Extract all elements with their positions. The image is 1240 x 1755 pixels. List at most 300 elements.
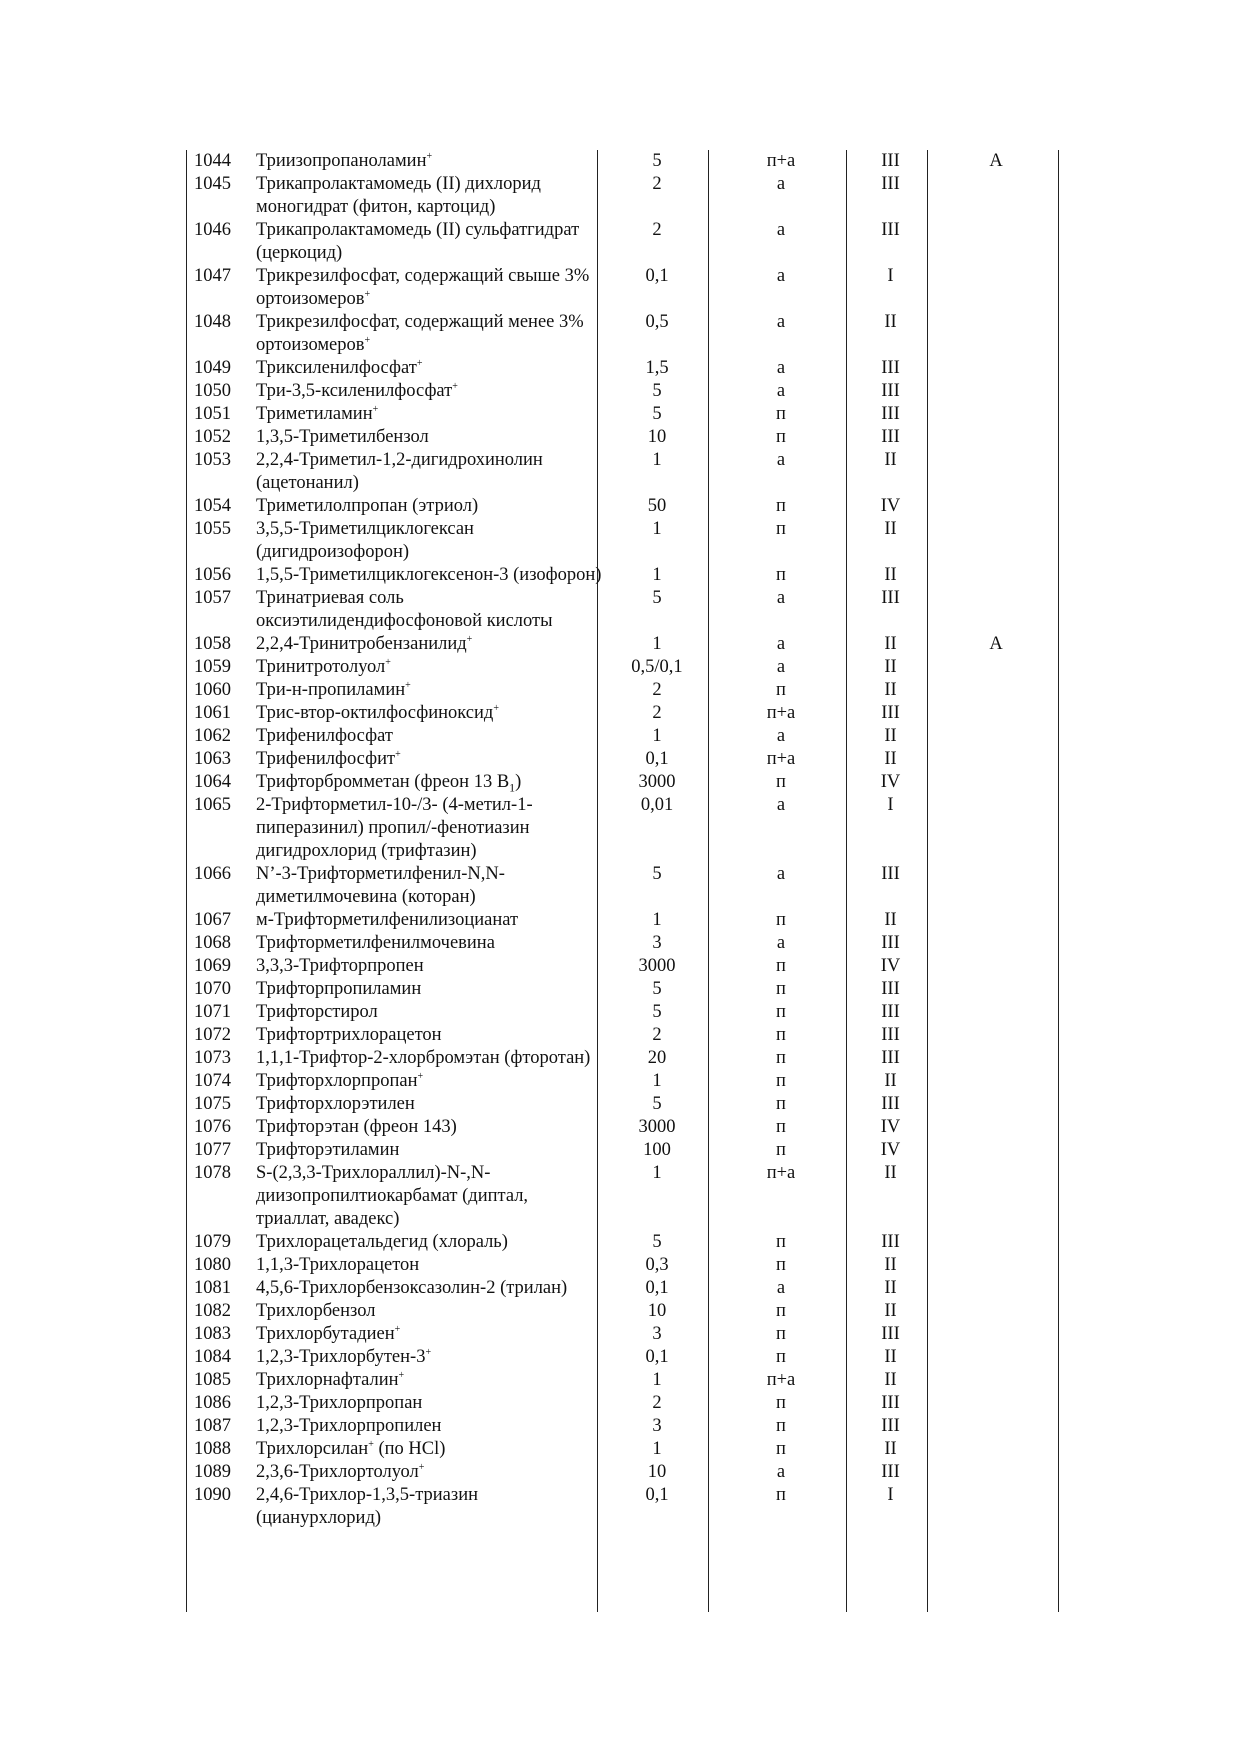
table-row (186, 748, 1061, 771)
table-row (186, 1277, 1061, 1300)
table-row (186, 380, 1061, 403)
aggregate-state: п (776, 1393, 786, 1413)
pdk-value: 0,1 (645, 749, 669, 769)
aggregate-state: п (776, 1324, 786, 1344)
substance-name (256, 978, 602, 1001)
substance-name-text: Трис-втор-октилфосфиноксид (256, 703, 494, 723)
table-row (186, 173, 1061, 219)
substance-name (256, 1300, 602, 1323)
aggregate-state: п (776, 427, 786, 447)
table-row (186, 495, 1061, 518)
pdk-value: 1 (652, 450, 662, 470)
pdk-value: 5 (652, 588, 662, 608)
note-mark (931, 1024, 1061, 1047)
row-number: 1089 (194, 1462, 231, 1482)
hazard-class: II (884, 1255, 897, 1275)
substance-name (256, 1047, 602, 1070)
substance-name (256, 794, 602, 863)
substance-name-text: Трифенилфосфит (256, 749, 396, 769)
substance-name (256, 1001, 602, 1024)
substance-name-text: Три-н-пропиламин (256, 680, 406, 700)
aggregate-state: п (776, 1347, 786, 1367)
table-row (186, 1300, 1061, 1323)
pdk-value: 10 (647, 1462, 667, 1482)
aggregate-state: а (776, 588, 786, 608)
substance-name (256, 909, 602, 932)
subscript: 1 (509, 780, 516, 795)
substance-name (256, 771, 602, 794)
substance-name-text: 4,5,6-Трихлорбензоксазолин-2 (трилан) (256, 1278, 568, 1298)
substance-name-text: 2,3,6-Трихлортолуол (256, 1462, 419, 1482)
table-row (186, 1392, 1061, 1415)
superscript-mark: + (452, 380, 458, 392)
substance-name (256, 748, 602, 771)
pdk-value: 5 (652, 864, 662, 884)
substance-name-tail: (по HCl) (373, 1439, 446, 1459)
aggregate-state: п (776, 1301, 786, 1321)
superscript-mark: + (405, 679, 411, 691)
substance-name-text: Трихлорсилан (256, 1439, 369, 1459)
aggregate-state: а (776, 1278, 786, 1298)
hazard-class: III (881, 1324, 900, 1344)
note-mark (931, 1438, 1061, 1461)
row-number: 1069 (194, 956, 231, 976)
row-number: 1081 (194, 1278, 231, 1298)
hazard-class: II (884, 312, 897, 332)
aggregate-state: а (776, 864, 786, 884)
substance-name (256, 380, 602, 403)
aggregate-state: п (776, 680, 786, 700)
hazard-class: III (881, 358, 900, 378)
hazard-class: II (884, 726, 897, 746)
aggregate-state: а (776, 381, 786, 401)
substance-name-text: Трифтортрихлорацетон (256, 1025, 442, 1045)
substance-name-text: Трикапролактамомедь (II) сульфатгидрат (церкоцид) (256, 220, 580, 263)
substance-name (256, 1369, 602, 1392)
row-number: 1063 (194, 749, 231, 769)
aggregate-state: а (776, 312, 786, 332)
substance-name (256, 587, 602, 633)
hazard-class: III (881, 151, 900, 171)
pdk-value: 0,1 (645, 1347, 669, 1367)
aggregate-state: п (776, 496, 786, 516)
substance-name (256, 1438, 602, 1461)
hazard-class: III (881, 220, 900, 240)
superscript-mark: + (425, 1346, 432, 1358)
table-row (186, 357, 1061, 380)
pdk-value: 1 (652, 565, 662, 585)
pdk-value: 1 (652, 1163, 662, 1183)
aggregate-state: п+а (766, 1370, 796, 1390)
hazard-class: IV (880, 956, 901, 976)
aggregate-state: а (776, 795, 786, 815)
row-number: 1061 (194, 703, 231, 723)
table-row (186, 656, 1061, 679)
note-mark (931, 1346, 1061, 1369)
note-mark (931, 955, 1061, 978)
table-row (186, 564, 1061, 587)
pdk-value: 0,1 (645, 1485, 669, 1505)
hazard-class: II (884, 1071, 897, 1091)
substance-name (256, 1093, 602, 1116)
row-number: 1051 (194, 404, 231, 424)
substance-name (256, 426, 602, 449)
row-number: 1083 (194, 1324, 231, 1344)
row-number: 1075 (194, 1094, 231, 1114)
pdk-value: 1,5 (645, 358, 669, 378)
aggregate-state: а (776, 634, 786, 654)
aggregate-state: п (776, 1025, 786, 1045)
note-mark (931, 771, 1061, 794)
pdk-value: 0,1 (645, 266, 669, 286)
hazard-class: II (884, 749, 897, 769)
note-mark (931, 1070, 1061, 1093)
note-mark (931, 748, 1061, 771)
pdk-value: 0,3 (645, 1255, 669, 1275)
substance-name (256, 1323, 602, 1346)
hazard-class: III (881, 1232, 900, 1252)
aggregate-state: п (776, 1094, 786, 1114)
pdk-value: 2 (652, 1025, 662, 1045)
table-row (186, 771, 1061, 794)
table-row (186, 403, 1061, 426)
substance-name-text: Триметиламин (256, 404, 373, 424)
pdk-value: 5 (652, 1002, 662, 1022)
table-row (186, 794, 1061, 863)
table-row (186, 863, 1061, 909)
note-mark (931, 403, 1061, 426)
table-row (186, 426, 1061, 449)
pdk-value: 0,01 (640, 795, 674, 815)
substance-name-text: Трихлорнафталин (256, 1370, 399, 1390)
note-mark (931, 1093, 1061, 1116)
table-row (186, 1001, 1061, 1024)
aggregate-state: п (776, 910, 786, 930)
table-row (186, 1047, 1061, 1070)
note-mark (931, 978, 1061, 1001)
table-row (186, 1323, 1061, 1346)
note-mark (931, 1254, 1061, 1277)
pdk-value: 1 (652, 519, 662, 539)
pdk-value: 2 (652, 174, 662, 194)
substance-name (256, 150, 602, 173)
table-row (186, 1415, 1061, 1438)
table-row (186, 702, 1061, 725)
pdk-value: 1 (652, 1370, 662, 1390)
hazard-class: III (881, 588, 900, 608)
aggregate-state: а (776, 266, 786, 286)
row-number: 1045 (194, 174, 231, 194)
hazard-class: III (881, 864, 900, 884)
substance-name (256, 656, 602, 679)
row-number: 1071 (194, 1002, 231, 1022)
row-number: 1084 (194, 1347, 231, 1367)
table-row (186, 1070, 1061, 1093)
note-mark (931, 1300, 1061, 1323)
substance-name-text: Триксиленилфосфат (256, 358, 417, 378)
pdk-value: 5 (652, 1094, 662, 1114)
hazard-class: IV (880, 1140, 901, 1160)
substance-name (256, 863, 602, 909)
substance-name-text: Триметилолпропан (этриол) (256, 496, 479, 516)
table-row (186, 150, 1061, 173)
row-number: 1088 (194, 1439, 231, 1459)
row-number: 1059 (194, 657, 231, 677)
note-mark (931, 426, 1061, 449)
note-mark (931, 495, 1061, 518)
pdk-value: 1 (652, 910, 662, 930)
superscript-mark: + (368, 1438, 374, 1450)
table-row (186, 1484, 1061, 1530)
row-number: 1060 (194, 680, 231, 700)
aggregate-state: а (776, 933, 786, 953)
hazard-class: II (884, 450, 897, 470)
pdk-value: 20 (647, 1048, 667, 1068)
substance-name-text: Трифторхлорэтилен (256, 1094, 415, 1114)
note-mark (931, 1231, 1061, 1254)
row-number: 1049 (194, 358, 231, 378)
pdk-value: 3 (652, 933, 662, 953)
row-number: 1085 (194, 1370, 231, 1390)
row-number: 1058 (194, 634, 231, 654)
table-row (186, 311, 1061, 357)
table-row (186, 978, 1061, 1001)
row-number: 1090 (194, 1485, 231, 1505)
substance-name-text: 1,1,1-Трифтор-2-хлорбромэтан (фторотан) (256, 1048, 591, 1068)
substance-name (256, 403, 602, 426)
note-mark (931, 518, 1061, 564)
row-number: 1078 (194, 1163, 231, 1183)
substance-name-text: 1,3,5-Триметилбензол (256, 427, 429, 447)
pdk-value: 1 (652, 1071, 662, 1091)
hazard-class: II (884, 565, 897, 585)
hazard-class: IV (880, 1117, 901, 1137)
substance-name-text: м-Трифторметилфенилизоцианат (256, 910, 519, 930)
hazard-class: II (884, 1301, 897, 1321)
superscript-mark: + (493, 702, 499, 714)
note-mark (931, 1415, 1061, 1438)
hazard-class: III (881, 1094, 900, 1114)
note-mark (931, 1001, 1061, 1024)
substances-table (186, 150, 1061, 1530)
row-number: 1074 (194, 1071, 231, 1091)
table-row (186, 1461, 1061, 1484)
superscript-mark: + (394, 1323, 401, 1335)
aggregate-state: а (776, 174, 786, 194)
pdk-value: 3 (652, 1416, 662, 1436)
aggregate-state: п (776, 979, 786, 999)
substance-name (256, 1346, 602, 1369)
row-number: 1070 (194, 979, 231, 999)
substance-name-text: Трифторэтиламин (256, 1140, 400, 1160)
note-mark (931, 173, 1061, 219)
substance-name-text: Трикапролактамомедь (II) дихлорид моногидрат (фитон, картоцид) (256, 174, 541, 217)
table-row (186, 518, 1061, 564)
row-number: 1065 (194, 795, 231, 815)
hazard-class: III (881, 703, 900, 723)
aggregate-state: а (776, 358, 786, 378)
row-number: 1054 (194, 496, 231, 516)
row-number: 1066 (194, 864, 231, 884)
aggregate-state: а (776, 220, 786, 240)
substance-name-text: N’-3-Трифторметилфенил-N,N-диметилмочевина (которан) (256, 864, 505, 907)
hazard-class: III (881, 381, 900, 401)
row-number: 1047 (194, 266, 231, 286)
substance-name-text: Трикрезилфосфат, содержащий менее 3% ортоизомеров (256, 312, 584, 355)
superscript-mark: + (398, 1369, 405, 1381)
table-row (186, 1254, 1061, 1277)
hazard-class: III (881, 1025, 900, 1045)
hazard-class: II (884, 657, 897, 677)
substance-name-text: Трихлорацетальдегид (хлораль) (256, 1232, 508, 1252)
substance-name (256, 702, 602, 725)
aggregate-state: п (776, 1002, 786, 1022)
hazard-class: III (881, 1462, 900, 1482)
substance-name (256, 1277, 602, 1300)
aggregate-state: п (776, 1117, 786, 1137)
aggregate-state: п (776, 1140, 786, 1160)
hazard-class: I (887, 266, 894, 286)
substance-name-text: 1,2,3-Трихлорбутен-3 (256, 1347, 426, 1367)
table-row (186, 909, 1061, 932)
superscript-mark: + (418, 1461, 425, 1473)
aggregate-state: п+а (766, 703, 796, 723)
aggregate-state: п (776, 1048, 786, 1068)
row-number: 1044 (194, 151, 231, 171)
superscript-mark: + (466, 633, 473, 645)
row-number: 1067 (194, 910, 231, 930)
substance-name (256, 1392, 602, 1415)
pdk-value: 1 (652, 726, 662, 746)
row-number: 1053 (194, 450, 231, 470)
note-mark (931, 357, 1061, 380)
row-number: 1055 (194, 519, 231, 539)
aggregate-state: п (776, 1416, 786, 1436)
row-number: 1079 (194, 1232, 231, 1252)
superscript-mark: + (395, 748, 401, 760)
pdk-value: 5 (652, 1232, 662, 1252)
row-number: 1056 (194, 565, 231, 585)
row-number: 1076 (194, 1117, 231, 1137)
substance-name-text: 2,2,4-Триметил-1,2-дигидрохинолин (ацетонанил) (256, 450, 543, 493)
note-mark (931, 1323, 1061, 1346)
note-mark: А (989, 151, 1003, 171)
substance-name-text: Трифторэтан (фреон 143) (256, 1117, 457, 1137)
substance-name-text: Триизопропаноламин (256, 151, 427, 171)
row-number: 1048 (194, 312, 231, 332)
note-mark (931, 265, 1061, 311)
substance-name-text: 1,2,3-Трихлорпропан (256, 1393, 423, 1413)
substance-name-text: Трифторбромметан (фреон 13 В (256, 772, 510, 792)
substance-name-tail: ) (515, 772, 522, 792)
substance-name (256, 1254, 602, 1277)
pdk-value: 1 (652, 1439, 662, 1459)
hazard-class: II (884, 1347, 897, 1367)
pdk-value: 3000 (638, 956, 676, 976)
pdk-value: 1 (652, 634, 662, 654)
aggregate-state: п (776, 772, 786, 792)
aggregate-state: п (776, 1439, 786, 1459)
substance-name (256, 449, 602, 495)
row-number: 1064 (194, 772, 231, 792)
substance-name-text: Тринитротолуол (256, 657, 386, 677)
note-mark (931, 794, 1061, 863)
substance-name (256, 1162, 602, 1231)
pdk-value: 10 (647, 1301, 667, 1321)
row-number: 1086 (194, 1393, 231, 1413)
pdk-value: 5 (652, 381, 662, 401)
substance-name (256, 1024, 602, 1047)
substances-table-sheet (186, 150, 1061, 1612)
aggregate-state: п (776, 519, 786, 539)
substance-name (256, 955, 602, 978)
note-mark (931, 587, 1061, 633)
note-mark (931, 380, 1061, 403)
note-mark (931, 311, 1061, 357)
aggregate-state: п+а (766, 151, 796, 171)
substance-name (256, 495, 602, 518)
table-row (186, 932, 1061, 955)
note-mark (931, 656, 1061, 679)
superscript-mark: + (417, 1070, 424, 1082)
note-mark (931, 863, 1061, 909)
row-number: 1052 (194, 427, 231, 447)
note-mark (931, 702, 1061, 725)
substance-name-text: Трифенилфосфат (256, 726, 393, 746)
table-row (186, 633, 1061, 656)
hazard-class: III (881, 933, 900, 953)
superscript-mark: + (364, 288, 371, 300)
aggregate-state: п (776, 404, 786, 424)
substance-name-text: Трихлорбутадиен (256, 1324, 395, 1344)
table-row (186, 1438, 1061, 1461)
table-body (186, 150, 1061, 1530)
pdk-value: 5 (652, 404, 662, 424)
table-row (186, 725, 1061, 748)
aggregate-state: п (776, 1232, 786, 1252)
aggregate-state: а (776, 726, 786, 746)
substance-name-text: Три-3,5-ксиленилфосфат (256, 381, 453, 401)
aggregate-state: п (776, 1071, 786, 1091)
substance-name (256, 1484, 602, 1530)
substance-name-text: 1,5,5-Триметилциклогексенон-3 (изофорон) (256, 565, 602, 585)
hazard-class: II (884, 1370, 897, 1390)
note-mark (931, 1162, 1061, 1231)
note-mark (931, 1139, 1061, 1162)
note-mark (931, 679, 1061, 702)
superscript-mark: + (385, 656, 391, 668)
hazard-class: III (881, 1002, 900, 1022)
pdk-value: 3000 (638, 1117, 676, 1137)
hazard-class: III (881, 979, 900, 999)
table-row (186, 219, 1061, 265)
substance-name (256, 1415, 602, 1438)
pdk-value: 3000 (638, 772, 676, 792)
note-mark: А (989, 634, 1003, 654)
note-mark (931, 1461, 1061, 1484)
aggregate-state: п+а (766, 749, 796, 769)
row-number: 1050 (194, 381, 231, 401)
substance-name-text: S-(2,3,3-Трихлораллил)-N-,N-диизопропилтиокарбамат (диптал, триаллат, авадекс) (256, 1163, 529, 1229)
table-row (186, 1139, 1061, 1162)
aggregate-state: п (776, 956, 786, 976)
pdk-value: 2 (652, 1393, 662, 1413)
pdk-value: 50 (647, 496, 667, 516)
note-mark (931, 449, 1061, 495)
superscript-mark: + (416, 357, 423, 369)
substance-name-text: Трикрезилфосфат, содержащий свыше 3% ортоизомеров (256, 266, 590, 309)
substance-name (256, 932, 602, 955)
